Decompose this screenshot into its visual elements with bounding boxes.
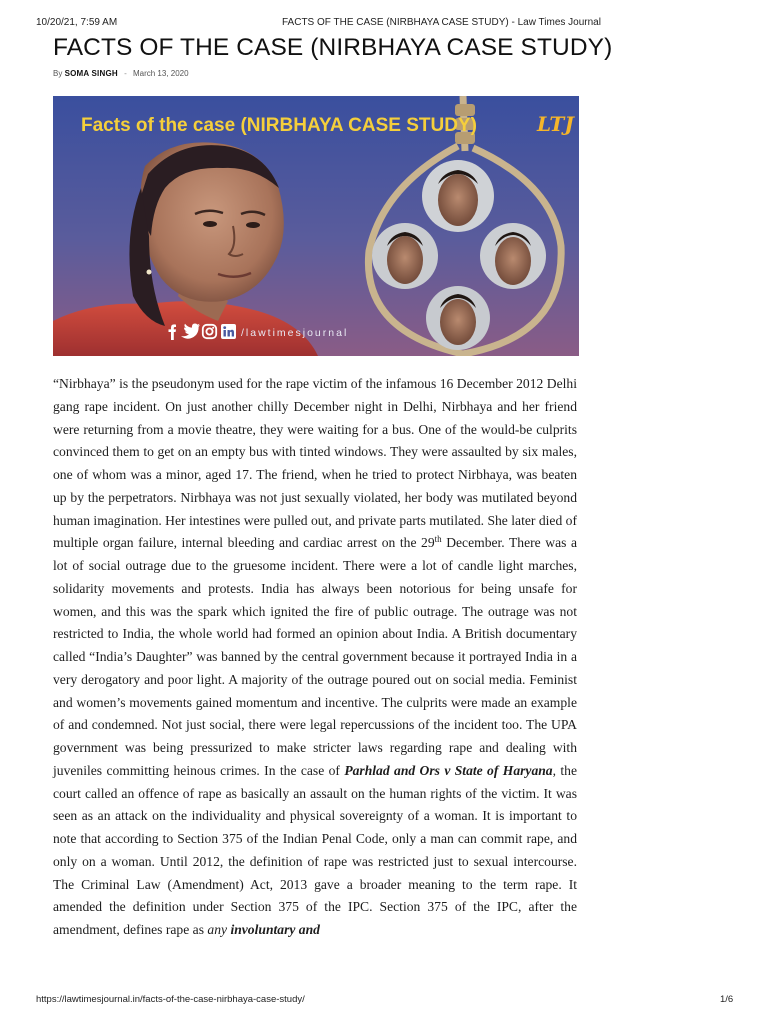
byline xyxy=(53,69,189,78)
publish-date: March 13, 2020 xyxy=(132,69,189,78)
author-link[interactable]: SOMA SINGH xyxy=(64,69,118,78)
ordinal-suffix: th xyxy=(434,534,442,545)
print-footer xyxy=(0,990,768,1010)
byline-separator: - xyxy=(124,69,127,78)
print-timestamp: 10/20/21, 7:59 AM xyxy=(36,17,118,28)
hero-image xyxy=(53,96,579,356)
print-header xyxy=(0,0,768,28)
body-text-3: , the court called an offence of rape as basically an assault on the human rights of the victim. It was seen as an attack on the individuality and physical sovereignty of a woman. It is important to note that according to Section 375 of the Indian Penal Code, only a man can commit rape, and only on a woman. Until 2012, the definition of rape was restricted just to sexual intercourse. The Criminal Law (Amendment) Act, 2013 gave a broader meaning to the term rape. It amended the definition under Section 375 of the IPC. Section 375 of the IPC, after the amendment, defines rape as xyxy=(53,762,577,937)
ltj-logo: LTJ xyxy=(537,112,574,136)
print-page-title: FACTS OF THE CASE (NIRBHAYA CASE STUDY) - Law Times Journal xyxy=(282,17,601,28)
body-text-1: “Nirbhaya” is the pseudonym used for the rape victim of the infamous 16 December 2012 Delhi gang rape incident. On just another chilly December night in Delhi, Nirbhaya and her friend were returning from a movie theatre, they were waiting for a bus. One of the would-be culprits convinced them to get on an empty bus with tinted windows. They were assaulted by six males, one of whom was a minor, aged 17. The friend, when he tried to protect Nirbhaya, was beaten up by the perpetrators. Nirbhaya was not just sexually violated, her body was mutilated beyond human imagination. Her intestines were pulled out, and private parts mutilated. She later died of multiple organ failure, internal bleeding and cardiac arrest on the 29 xyxy=(53,376,577,551)
banner-title: Facts of the case (NIRBHAYA CASE STUDY) xyxy=(81,115,477,136)
page-url[interactable]: https://lawtimesjournal.in/facts-of-the-case-nirbhaya-case-study/ xyxy=(36,994,305,1005)
emphasis-any: any xyxy=(207,922,228,937)
page-number: 1/6 xyxy=(720,994,734,1005)
case-citation: Parhlad and Ors v State of Haryana xyxy=(344,762,553,778)
emphasis-involuntary: involuntary and xyxy=(230,922,320,937)
article-title: FACTS OF THE CASE (NIRBHAYA CASE STUDY) xyxy=(53,34,613,61)
body-text-2: December. There was a lot of social outrage due to the gruesome incident. There were a lot of candle light marches, solidarity movements and protests. India has always been notorious for being unsafe for women, and this was the spark which ignited the fire of public outrage. The outrage was not restricted to India, the whole world had formed an opinion about India. A British documentary called “India’s Daughter” was banned by the central government because it portrayed India in a very derogatory and poor light. A majority of the outrage poured out on social media. Feminist and women’s movements gained momentum and incentive. The culprits were made an example of and condemned. Not just social, there were legal repercussions of the incident too. The UPA government was being pressurized to make stricter laws regarding rape and dealing with juveniles committing heinous crimes. In the case of xyxy=(53,535,577,778)
byline-prefix: By xyxy=(53,69,63,78)
social-handle: /lawtimesjournal xyxy=(241,327,349,339)
article-body xyxy=(53,373,577,942)
linkedin-icon xyxy=(221,324,236,339)
